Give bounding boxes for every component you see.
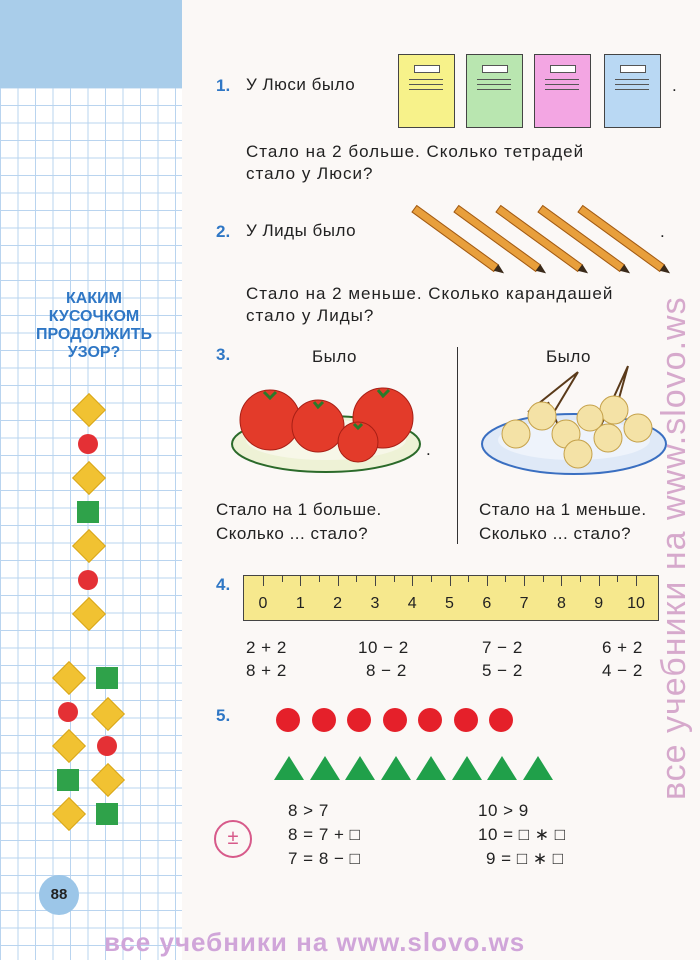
option-a-square xyxy=(57,769,79,791)
red-circle xyxy=(276,708,300,732)
right-question-line1: Стало на 1 меньше. xyxy=(479,500,647,519)
pattern-circle xyxy=(78,434,98,454)
left-question-line1: Стало на 1 больше. xyxy=(216,500,382,519)
comparison-right: 10 > 9 xyxy=(478,801,529,820)
ruler-number: 9 xyxy=(594,595,604,612)
red-circle xyxy=(347,708,371,732)
pattern-square xyxy=(77,501,99,523)
task1-period: . xyxy=(672,76,678,95)
ruler-tick xyxy=(375,576,376,586)
pencil xyxy=(411,205,499,272)
option-a-diamond xyxy=(52,661,86,695)
task-number: 2. xyxy=(216,222,231,241)
ruler-half-tick xyxy=(543,576,544,582)
green-triangle xyxy=(381,756,411,780)
ruler-number: 1 xyxy=(295,595,305,612)
ruler-tick xyxy=(300,576,301,586)
expression: 5 − 2 xyxy=(482,661,523,680)
comparison-left: 8 > 7 xyxy=(288,801,329,820)
sidebar-title-line: УЗОР? xyxy=(67,344,121,361)
green-triangle xyxy=(274,756,304,780)
sidebar-title-line: КАКИМ xyxy=(66,290,122,307)
notebook-green xyxy=(466,54,523,128)
notebook-pink xyxy=(534,54,591,128)
sidebar-header-band xyxy=(0,0,182,88)
ruler-number: 6 xyxy=(482,595,492,612)
notebook-yellow xyxy=(398,54,455,128)
vertical-watermark xyxy=(655,100,695,820)
plus-minus-icon: ± xyxy=(214,820,252,858)
right-was-label: Было xyxy=(546,347,591,366)
ruler-half-tick xyxy=(356,576,357,582)
task2-question-line1: Стало на 2 меньше. Сколько карандашей xyxy=(246,284,614,303)
green-triangle xyxy=(345,756,375,780)
pattern-circle xyxy=(78,570,98,590)
task-number: 5. xyxy=(216,706,231,725)
sidebar-title xyxy=(24,290,164,362)
left-question-line2: Сколько ... стало? xyxy=(216,524,369,543)
pattern-diamond xyxy=(72,393,106,427)
vertical-watermark-text: все учебники на www.slovo.ws xyxy=(655,296,693,800)
task3-period: . xyxy=(426,440,432,459)
ruler-half-tick xyxy=(282,576,283,582)
ruler-tick xyxy=(338,576,339,586)
pattern-diamond xyxy=(72,461,106,495)
ruler-tick xyxy=(524,576,525,586)
ruler-number: 0 xyxy=(258,595,268,612)
task1-text: У Люси было xyxy=(246,75,356,94)
task2-text: У Лиды было xyxy=(246,221,357,240)
pencil xyxy=(453,205,541,272)
sidebar-title-line: КУСОЧКОМ xyxy=(48,308,140,325)
ruler-tick xyxy=(599,576,600,586)
ruler-number: 5 xyxy=(445,595,454,612)
ruler-number: 4 xyxy=(407,595,417,612)
ruler-tick xyxy=(636,576,637,586)
task-number: 3. xyxy=(216,345,231,364)
bottom-watermark: все учебники на www.slovo.ws xyxy=(104,927,526,957)
red-circle xyxy=(454,708,478,732)
task1-question-line1: Стало на 2 больше. Сколько тетрадей xyxy=(246,142,585,161)
page-number: 88 xyxy=(39,875,79,915)
pattern-diamond xyxy=(72,597,106,631)
ruler-number: 2 xyxy=(333,595,343,612)
ruler-number: 7 xyxy=(519,595,529,612)
option-b-circle xyxy=(97,736,117,756)
red-circle xyxy=(489,708,513,732)
expression: 8 + 2 xyxy=(246,661,287,680)
task-number: 1. xyxy=(216,76,231,95)
cherries-plate-image xyxy=(478,362,668,482)
option-b-square xyxy=(96,667,118,689)
green-triangle xyxy=(523,756,553,780)
expression: 10 − 2 xyxy=(358,638,409,657)
expression: 2 + 2 xyxy=(246,638,287,657)
expression: 8 − 2 xyxy=(366,661,407,680)
ruler-tick xyxy=(450,576,451,586)
green-triangle xyxy=(487,756,517,780)
task1-question-line2: стало у Люси? xyxy=(246,164,374,183)
ruler-half-tick xyxy=(394,576,395,582)
red-circle xyxy=(418,708,442,732)
equation-left: 8 = 7 + □ xyxy=(288,825,361,844)
equation-left: 7 = 8 − □ xyxy=(288,849,361,868)
task2-question-line2: стало у Лиды? xyxy=(246,306,375,325)
ruler-half-tick xyxy=(505,576,506,582)
task2-period: . xyxy=(660,222,666,241)
option-b-square xyxy=(96,803,118,825)
option-a-diamond xyxy=(52,797,86,831)
sidebar-title-line: ПРОДОЛЖИТЬ xyxy=(35,326,153,343)
option-b-diamond xyxy=(91,697,125,731)
ruler-tick xyxy=(487,576,488,586)
red-circle xyxy=(383,708,407,732)
ruler-half-tick xyxy=(617,576,618,582)
red-circle xyxy=(312,708,336,732)
equation-right: 10 = □ ∗ □ xyxy=(478,825,566,844)
expression: 4 − 2 xyxy=(602,661,643,680)
task3-divider xyxy=(457,347,458,544)
ruler-number: 3 xyxy=(370,595,380,612)
option-a-circle xyxy=(58,702,78,722)
ruler-half-tick xyxy=(580,576,581,582)
right-question-line2: Сколько ... стало? xyxy=(479,524,632,543)
ruler-half-tick xyxy=(468,576,469,582)
option-b-diamond xyxy=(91,763,125,797)
ruler-tick xyxy=(561,576,562,586)
green-triangle xyxy=(310,756,340,780)
ruler-number: 10 xyxy=(627,595,645,612)
expression: 6 + 2 xyxy=(602,638,643,657)
ruler-number: 8 xyxy=(556,595,566,612)
pattern-sidebar xyxy=(0,0,182,960)
left-was-label: Было xyxy=(312,347,357,366)
option-a-diamond xyxy=(52,729,86,763)
number-ruler xyxy=(243,575,659,621)
tomatoes-plate-image xyxy=(228,378,428,478)
pattern-diamond xyxy=(72,529,106,563)
ruler-half-tick xyxy=(319,576,320,582)
ruler-half-tick xyxy=(431,576,432,582)
equation-right: 9 = □ ∗ □ xyxy=(486,849,564,868)
green-triangle xyxy=(416,756,446,780)
expression: 7 − 2 xyxy=(482,638,523,657)
ruler-tick xyxy=(263,576,264,586)
notebook-blue xyxy=(604,54,661,128)
green-triangle xyxy=(452,756,482,780)
ruler-tick xyxy=(412,576,413,586)
task-number: 4. xyxy=(216,575,231,594)
pencil xyxy=(495,205,583,272)
